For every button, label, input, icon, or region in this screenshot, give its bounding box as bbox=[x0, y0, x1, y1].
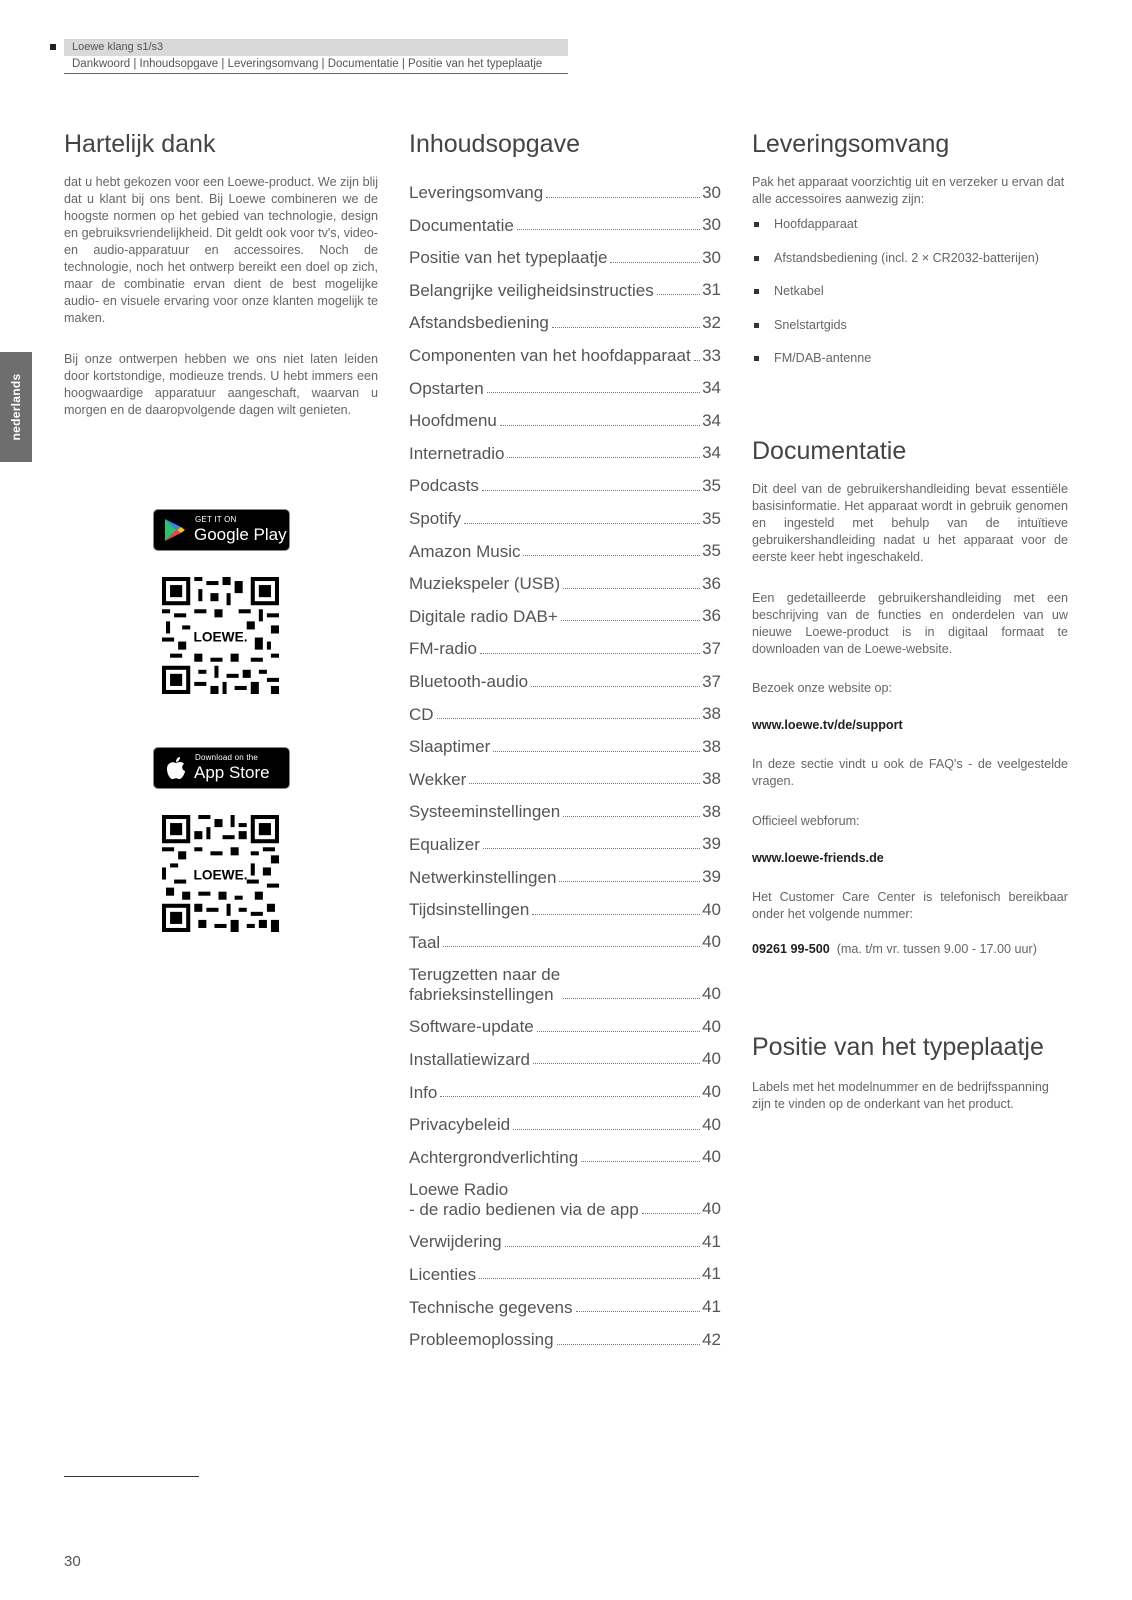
toc-entry[interactable] bbox=[409, 333, 721, 366]
toc-leader-dots bbox=[531, 686, 700, 687]
toc-leader-dots bbox=[464, 523, 700, 524]
footer-rule bbox=[64, 1476, 199, 1477]
toc-entry-page: 40 bbox=[702, 1049, 721, 1069]
list-item: Hoofdapparaat bbox=[752, 217, 1039, 251]
language-tab bbox=[0, 352, 32, 462]
toc-entry-label: Info bbox=[409, 1082, 438, 1102]
toc-leader-dots bbox=[563, 816, 700, 817]
toc-entry[interactable] bbox=[409, 854, 721, 887]
apple-icon bbox=[166, 756, 186, 780]
toc-entry-label: Podcasts bbox=[409, 476, 479, 496]
toc-entry-label: Technische gegevens bbox=[409, 1297, 573, 1317]
delivery-list bbox=[752, 217, 1039, 385]
toc-leader-dots bbox=[443, 946, 700, 947]
list-item: FM/DAB-antenne bbox=[752, 351, 1039, 385]
toc-entry[interactable] bbox=[409, 1069, 721, 1102]
toc-entry[interactable] bbox=[409, 789, 721, 822]
toc-entry-page: 40 bbox=[702, 1199, 721, 1219]
toc-entry-page: 37 bbox=[702, 671, 721, 691]
toc-leader-dots bbox=[546, 197, 700, 198]
toc-leader-dots bbox=[537, 1031, 700, 1032]
forum-prompt: Officieel webforum: bbox=[752, 814, 860, 828]
toc-leader-dots bbox=[482, 490, 700, 491]
toc-entry[interactable] bbox=[409, 1317, 721, 1350]
toc-entry-label: Documentatie bbox=[409, 215, 514, 235]
toc-entry-page: 30 bbox=[702, 215, 721, 235]
toc-entry[interactable] bbox=[409, 1219, 721, 1252]
documentation-paragraph-1: Dit deel van de gebruikershandleiding bevat essentiële basisinformatie. Het apparaat wordt in gebruik genomen en ingesteld met behulp van de intuïtieve gebruikershandleiding nadat u het apparaat voor de eerste keer hebt ingeschakeld. bbox=[752, 482, 1068, 564]
toc-leader-dots bbox=[532, 914, 700, 915]
toc-entry-page: 41 bbox=[702, 1297, 721, 1316]
header-breadcrumb: Dankwoord | Inhoudsopgave | Leveringsomvang | Documentatie | Positie van het typeplaatje bbox=[72, 58, 543, 70]
toc-entry-label: Software-update bbox=[409, 1017, 534, 1037]
toc-entry-label: Verwijdering bbox=[409, 1232, 502, 1252]
toc-entry-page: 40 bbox=[702, 932, 721, 952]
toc-entry-page: 40 bbox=[702, 899, 721, 919]
toc-entry[interactable] bbox=[409, 1037, 721, 1070]
toc-entry-page: 38 bbox=[702, 704, 721, 724]
toc-entry-label: Amazon Music bbox=[409, 541, 521, 561]
toc-entry[interactable] bbox=[409, 822, 721, 855]
documentation-heading: Documentatie bbox=[752, 437, 907, 465]
toc-entry-label: Spotify bbox=[409, 509, 461, 529]
page-number: 30 bbox=[64, 1553, 81, 1570]
toc-entry-label: Taal bbox=[409, 932, 441, 952]
toc-entry[interactable] bbox=[409, 692, 721, 725]
thanks-paragraph-2: Bij onze ontwerpen hebben we ons niet laten leiden door kortstondige, modieuze trends. U hebt immers een hoogwaardige apparatuur aangeschaft, waarvan u morgen en de daaropvolgende dagen wilt genieten. bbox=[64, 352, 378, 417]
phone-line bbox=[752, 942, 1037, 956]
toc-entry[interactable] bbox=[409, 529, 721, 562]
typeplate-heading: Positie van het typeplaatje bbox=[752, 1033, 1044, 1061]
app-store-small-text: Download on the bbox=[195, 753, 259, 762]
toc-leader-dots bbox=[610, 262, 700, 263]
thanks-heading: Hartelijk dank bbox=[64, 130, 216, 158]
toc-leader-dots bbox=[559, 881, 700, 882]
toc-entry-label: Opstarten bbox=[409, 378, 484, 398]
toc-entry-page: 40 bbox=[702, 1147, 721, 1167]
toc-entry-label: Systeeminstellingen bbox=[409, 802, 561, 822]
support-link[interactable]: www.loewe.tv/de/support bbox=[752, 718, 903, 732]
toc-entry-page: 33 bbox=[702, 345, 721, 365]
table-of-contents bbox=[409, 170, 721, 1350]
toc-entry[interactable] bbox=[409, 1004, 721, 1037]
qr-logo: LOEWE. bbox=[193, 629, 248, 645]
toc-entry[interactable] bbox=[409, 496, 721, 529]
toc-entry-label: Installatiewizard bbox=[409, 1049, 530, 1069]
toc-entry-page: 35 bbox=[702, 541, 721, 561]
toc-entry-label: Licenties bbox=[409, 1264, 477, 1284]
toc-entry-label: Leveringsomvang bbox=[409, 183, 544, 203]
header-title: Loewe klang s1/s3 bbox=[72, 41, 164, 53]
toc-leader-dots bbox=[694, 360, 700, 361]
toc-entry-page: 30 bbox=[702, 182, 721, 202]
toc-entry[interactable] bbox=[409, 1252, 721, 1285]
toc-entry-label: Bluetooth-audio bbox=[409, 672, 529, 691]
google-play-badge[interactable] bbox=[153, 509, 290, 551]
toc-entry-label: FM-radio bbox=[409, 639, 478, 659]
toc-entry[interactable] bbox=[409, 920, 721, 953]
toc-entry-page: 34 bbox=[702, 443, 721, 463]
delivery-intro: Pak het apparaat voorzichtig uit en verzeker u ervan dat alle accessoires aanwezig zijn: bbox=[752, 175, 1065, 206]
toc-entry-page: 41 bbox=[702, 1231, 721, 1251]
toc-entry-page: 39 bbox=[702, 834, 721, 854]
toc-leader-dots bbox=[552, 327, 700, 328]
language-tab-label: nederlands bbox=[9, 373, 23, 441]
toc-entry[interactable] bbox=[409, 594, 721, 627]
customer-care-text: Het Customer Care Center is telefonisch bereikbaar onder het volgende nummer: bbox=[752, 890, 1068, 921]
toc-heading: Inhoudsopgave bbox=[409, 130, 580, 158]
toc-entry[interactable] bbox=[409, 626, 721, 659]
documentation-paragraph-2: Een gedetailleerde gebruikershandleiding met een beschrijving van de functies en onderdelen van uw nieuwe Loewe-product is in digitaal formaat te downloaden van de Loewe-website. bbox=[752, 591, 1068, 656]
header-rule bbox=[64, 73, 568, 74]
qr-logo: LOEWE. bbox=[193, 867, 248, 883]
toc-entry[interactable] bbox=[409, 366, 721, 399]
toc-entry[interactable] bbox=[409, 268, 721, 301]
toc-entry-page: 31 bbox=[702, 280, 721, 300]
toc-leader-dots bbox=[500, 425, 700, 426]
faq-text: In deze sectie vindt u ook de FAQ's - de veelgestelde vragen. bbox=[752, 757, 1068, 788]
toc-entry-label: Achtergrondverlichting bbox=[409, 1147, 579, 1167]
toc-leader-dots bbox=[469, 783, 700, 784]
website-prompt: Bezoek onze website op: bbox=[752, 681, 893, 695]
toc-leader-dots bbox=[483, 848, 700, 849]
toc-entry-page: 38 bbox=[702, 769, 721, 789]
google-play-icon bbox=[164, 518, 186, 542]
google-play-big-text: Google Play bbox=[194, 525, 287, 544]
toc-entry-label: Privacybeleid bbox=[409, 1115, 511, 1135]
list-item: Netkabel bbox=[752, 284, 1039, 318]
toc-entry-page: 38 bbox=[702, 801, 721, 821]
toc-entry-label: Muziekspeler (USB) bbox=[409, 574, 561, 594]
toc-leader-dots bbox=[561, 620, 700, 621]
toc-entry-page: 40 bbox=[702, 1082, 721, 1102]
delivery-heading: Leveringsomvang bbox=[752, 130, 950, 158]
toc-leader-dots bbox=[563, 998, 700, 999]
phone-hours: (ma. t/m vr. tussen 9.00 - 17.00 uur) bbox=[836, 942, 1037, 956]
app-store-badge[interactable] bbox=[153, 747, 290, 789]
toc-entry-label: Wekker bbox=[409, 769, 467, 789]
toc-entry-label: CD bbox=[409, 704, 434, 724]
toc-entry-label: Hoofdmenu bbox=[409, 411, 497, 431]
toc-entry[interactable] bbox=[409, 1167, 721, 1219]
toc-entry-page: 40 bbox=[702, 984, 721, 1004]
google-play-small-text: GET IT ON bbox=[195, 515, 237, 524]
toc-entry-page: 30 bbox=[702, 247, 721, 267]
toc-entry-label: Belangrijke veiligheidsinstructies bbox=[409, 280, 654, 300]
toc-entry-page: 36 bbox=[702, 573, 721, 593]
app-store-big-text: App Store bbox=[194, 763, 270, 782]
toc-entry[interactable] bbox=[409, 203, 721, 236]
toc-entry-page: 37 bbox=[702, 638, 721, 658]
google-play-qr-code bbox=[162, 577, 279, 694]
toc-entry-page: 36 bbox=[702, 606, 721, 626]
toc-leader-dots bbox=[493, 751, 700, 752]
phone-number: 09261 99-500 bbox=[752, 942, 830, 956]
toc-entry-page: 42 bbox=[702, 1329, 721, 1349]
toc-entry-page: 41 bbox=[702, 1264, 721, 1284]
toc-entry-label: Digitale radio DAB+ bbox=[409, 606, 558, 626]
typeplate-paragraph: Labels met het modelnummer en de bedrijfsspanning zijn te vinden op de onderkant van het product. bbox=[752, 1080, 1049, 1111]
toc-entry-page: 40 bbox=[702, 1016, 721, 1036]
toc-entry-label: Terugzetten naar de fabrieksinstellingen bbox=[409, 965, 561, 1004]
thanks-paragraph-1: dat u hebt gekozen voor een Loewe-product. We zijn blij dat u klant bij ons bent. Bij Loewe combineren we de hoogste normen op het gebied van technologie, design en gebruiksvriendelijkheid. Dit geldt ook voor tv's, video- en audio-apparatuur en accessoires. Noch de technologie, noch het ontwerp bereikt een doel op zich, maar de combinatie ervan dient de best mogelijke audio- en visuele ervaring voor onze klanten mogelijk te maken. bbox=[64, 175, 378, 325]
toc-entry-page: 40 bbox=[702, 1114, 721, 1134]
toc-entry-page: 32 bbox=[702, 312, 721, 332]
toc-entry-label: Internetradio bbox=[409, 443, 505, 463]
toc-leader-dots bbox=[513, 1129, 700, 1130]
toc-leader-dots bbox=[533, 1063, 700, 1064]
toc-leader-dots bbox=[657, 294, 700, 295]
toc-leader-dots bbox=[642, 1213, 700, 1214]
toc-leader-dots bbox=[505, 1246, 700, 1247]
toc-leader-dots bbox=[563, 588, 700, 589]
toc-entry[interactable] bbox=[409, 170, 721, 203]
forum-link[interactable]: www.loewe-friends.de bbox=[752, 851, 884, 865]
toc-entry[interactable] bbox=[409, 1102, 721, 1135]
toc-leader-dots bbox=[480, 653, 700, 654]
toc-entry-label: Equalizer bbox=[409, 834, 480, 854]
header-bullet bbox=[50, 44, 56, 50]
toc-entry-page: 39 bbox=[702, 867, 721, 887]
toc-entry-label: Tijdsinstellingen bbox=[409, 900, 530, 920]
toc-entry-page: 35 bbox=[702, 508, 721, 528]
toc-entry-page: 34 bbox=[702, 378, 721, 398]
toc-entry-page: 34 bbox=[702, 410, 721, 430]
toc-entry-label: Positie van het typeplaatje bbox=[409, 248, 608, 268]
toc-entry-label: Netwerkinstellingen bbox=[409, 867, 557, 887]
list-item: Snelstartgids bbox=[752, 318, 1039, 352]
toc-entry[interactable] bbox=[409, 724, 721, 757]
toc-leader-dots bbox=[517, 229, 700, 230]
toc-leader-dots bbox=[576, 1311, 701, 1312]
toc-leader-dots bbox=[440, 1096, 700, 1097]
toc-entry[interactable] bbox=[409, 1284, 721, 1317]
toc-leader-dots bbox=[557, 1344, 700, 1345]
toc-entry[interactable] bbox=[409, 952, 721, 1004]
toc-entry-label: Componenten van het hoofdapparaat bbox=[409, 346, 691, 366]
toc-entry[interactable] bbox=[409, 757, 721, 790]
toc-entry[interactable] bbox=[409, 235, 721, 268]
toc-entry-page: 35 bbox=[702, 475, 721, 495]
toc-leader-dots bbox=[523, 555, 700, 556]
toc-entry-label: Slaaptimer bbox=[409, 737, 491, 757]
toc-entry[interactable] bbox=[409, 398, 721, 431]
app-store-qr-code bbox=[162, 815, 279, 932]
toc-leader-dots bbox=[479, 1278, 700, 1279]
toc-entry[interactable] bbox=[409, 300, 721, 333]
toc-entry-page: 38 bbox=[702, 736, 721, 756]
toc-leader-dots bbox=[487, 392, 700, 393]
toc-leader-dots bbox=[581, 1161, 700, 1162]
toc-entry-label: Afstandsbediening bbox=[409, 313, 549, 333]
toc-leader-dots bbox=[437, 718, 701, 719]
toc-entry[interactable] bbox=[409, 1135, 721, 1168]
toc-leader-dots bbox=[507, 457, 700, 458]
toc-entry-label: Probleemoplossing bbox=[409, 1330, 554, 1350]
toc-entry[interactable] bbox=[409, 887, 721, 920]
toc-entry[interactable] bbox=[409, 561, 721, 594]
toc-entry[interactable] bbox=[409, 659, 721, 692]
toc-entry-label: Loewe Radio - de radio bedienen via de app bbox=[409, 1180, 639, 1219]
list-item: Afstandsbediening (incl. 2 × CR2032-batterijen) bbox=[752, 251, 1039, 285]
toc-entry[interactable] bbox=[409, 463, 721, 496]
toc-entry[interactable] bbox=[409, 431, 721, 464]
